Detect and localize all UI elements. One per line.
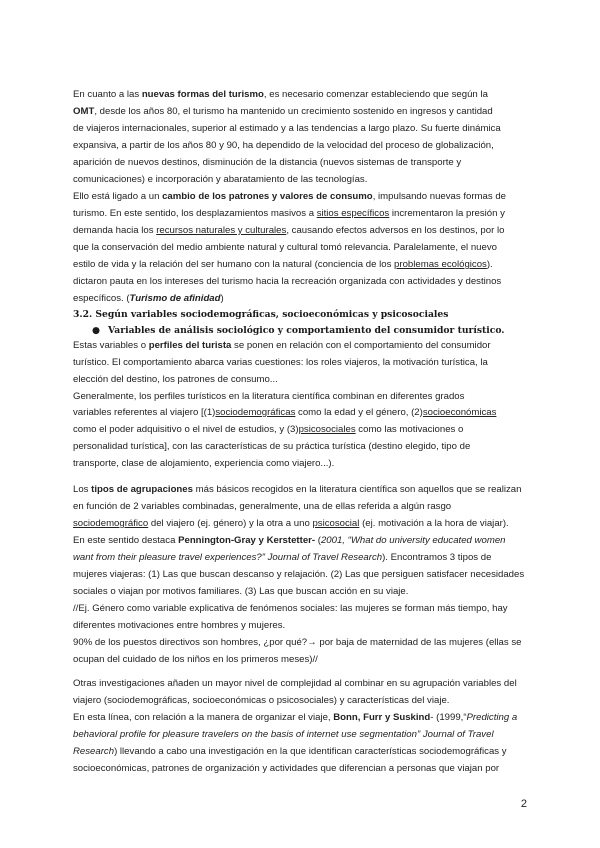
italic-citation: want from their pleasure travel experiences?” Journal of Travel Research bbox=[73, 552, 383, 563]
section-heading: 3.2. Según variables sociodemográficas, socioeconómicas y psicosociales bbox=[73, 309, 449, 320]
text-line: ocupan del cuidado de los niños en los primeros meses)// bbox=[73, 654, 318, 665]
underlined-term: sociodemográficas bbox=[215, 407, 296, 418]
text-run: ) bbox=[220, 293, 224, 304]
subheading: Variables de análisis sociológico y comportamiento del consumidor turístico. bbox=[108, 325, 505, 336]
text-line bbox=[73, 712, 548, 724]
text-line: //Ej. Género como variable explicativa de fenómenos sociales: las mujeres se forman más tiempo, hay bbox=[73, 603, 508, 614]
text-run: ). Encontramos 3 tipos de bbox=[382, 552, 492, 563]
text-run: ) llevando a cabo una investigación en la que identifican características sociodemográficas y bbox=[114, 746, 507, 757]
text-run: variables referentes al viajero [(1) bbox=[73, 407, 216, 418]
text-line bbox=[73, 518, 548, 530]
italic-citation: Research bbox=[73, 746, 115, 757]
text-line: expansiva, a partir de los años 80 y 90, ha dependido de la velocidad del proceso de globalización, bbox=[73, 140, 494, 151]
text-line bbox=[73, 407, 548, 419]
page-number: 2 bbox=[520, 798, 527, 810]
text-run: ( bbox=[315, 535, 321, 546]
text-run: , causando efectos adversos en los destinos, por lo bbox=[286, 225, 505, 236]
underlined-term: recursos naturales y culturales bbox=[156, 225, 287, 236]
text-run: específicos. ( bbox=[73, 293, 130, 304]
text-line: que la conservación del medio ambiente natural y cultural tomó relevancia. Paralelamente, el nuevo bbox=[73, 242, 497, 253]
text-line: Otras investigaciones añaden un mayor nivel de complejidad al combinar en su agrupación variables del bbox=[73, 678, 517, 689]
underlined-term: sitios específicos bbox=[316, 208, 390, 219]
text-run: como las motivaciones o bbox=[355, 424, 464, 435]
text-line: transporte, clase de alojamiento, experiencia como viajero...). bbox=[73, 458, 335, 469]
text-run: , es necesario comenzar estableciendo que según la bbox=[263, 89, 488, 100]
text-run: , desde los años 80, el turismo ha mantenido un crecimiento sostenido en ingresos y cantidad bbox=[94, 106, 493, 117]
text-line: 90% de los puestos directivos son hombres, ¿por qué?→ por baja de maternidad de las mujeres (ellas se bbox=[73, 637, 522, 648]
text-line bbox=[73, 225, 548, 237]
underlined-term: socioeconómicas bbox=[422, 407, 497, 418]
text-run: se ponen en relación con el comportamiento del consumidor bbox=[231, 340, 491, 351]
text-line: viajero (sociodemográficas, socioeconómicas o psicosociales) y características del viaje. bbox=[73, 695, 450, 706]
text-line bbox=[73, 191, 548, 203]
text-line bbox=[73, 552, 548, 564]
text-line bbox=[73, 484, 548, 496]
bold-term: Bonn, Furr y Suskind bbox=[333, 712, 431, 723]
bold-term: Pennington-Gray y Kerstetter- bbox=[178, 535, 316, 546]
bold-italic-term: Turismo de afinidad bbox=[129, 293, 221, 304]
underlined-term: sociodemográfico bbox=[73, 518, 149, 529]
text-run: incrementaron la presión y bbox=[389, 208, 505, 219]
text-run: ). bbox=[486, 259, 493, 270]
text-run: más básicos recogidos en la literatura científica son aquellos que se realizan bbox=[192, 484, 522, 495]
bold-term: tipos de agrupaciones bbox=[91, 484, 193, 495]
text-line bbox=[73, 535, 548, 547]
italic-citation: 2001, “What do university educated women bbox=[320, 535, 506, 546]
text-line: comunicaciones) e incorporación y abaratamiento de las tecnologías. bbox=[73, 174, 368, 185]
text-run: En cuanto a las bbox=[73, 89, 142, 100]
text-line bbox=[73, 424, 548, 436]
text-line: mujeres viajeras: (1) Las que buscan descanso y relajación. (2) Las que persiguen satisfacer necesidades bbox=[73, 569, 525, 580]
text-line bbox=[73, 729, 548, 741]
text-run: - (1999,“ bbox=[430, 712, 467, 723]
text-run: como la edad y el género, (2) bbox=[295, 407, 423, 418]
text-line bbox=[73, 89, 548, 101]
text-line bbox=[73, 208, 548, 220]
text-line: socioeconómicas, patrones de organización y actividades que diferencian a personas que viajan por bbox=[73, 763, 500, 774]
text-run: , impulsando nuevas formas de bbox=[372, 191, 507, 202]
text-run: (ej. motivación a la hora de viajar). bbox=[359, 518, 509, 529]
text-line: elección del destino, los patrones de consumo... bbox=[73, 374, 278, 385]
text-run: Ello está ligado a un bbox=[73, 191, 163, 202]
bold-term: nuevas formas del turismo bbox=[141, 89, 264, 100]
text-line: aparición de nuevos destinos, disminución de la distancia (nuevos sistemas de transporte y bbox=[73, 157, 462, 168]
text-line: en función de 2 variables combinadas, generalmente, una de ellas referida a algún rasgo bbox=[73, 501, 452, 512]
text-run: turismo. En este sentido, los desplazamientos masivos a bbox=[73, 208, 317, 219]
underlined-term: psicosociales bbox=[298, 424, 356, 435]
text-run: demanda hacia los bbox=[73, 225, 157, 236]
text-line: diferentes motivaciones entre hombres y mujeres. bbox=[73, 620, 286, 631]
text-line: dictaron pauta en los intereses del turismo hacia la recreación organizada con actividades y destinos bbox=[73, 276, 502, 287]
text-run: como el poder adquisitivo o el nivel de estudios, y (3) bbox=[73, 424, 299, 435]
bullet-icon: ● bbox=[92, 325, 101, 336]
italic-citation: Predicting a bbox=[466, 712, 518, 723]
text-run: En este sentido destaca bbox=[73, 535, 179, 546]
text-run: En esta línea, con relación a la manera de organizar el viaje, bbox=[73, 712, 334, 723]
bold-term: cambio de los patrones y valores de consumo bbox=[162, 191, 373, 202]
text-line bbox=[73, 259, 548, 271]
bold-term: OMT bbox=[73, 106, 95, 117]
bold-term: perfiles del turista bbox=[148, 340, 232, 351]
text-run: estilo de vida y la relación del ser humano con la natural (conciencia de los bbox=[73, 259, 395, 270]
text-run: Los bbox=[73, 484, 92, 495]
text-line: sociales o viajan por motivos familiares. (3) Las que buscan acción en su viaje. bbox=[73, 586, 409, 597]
text-line bbox=[73, 106, 548, 118]
underlined-term: problemas ecológicos bbox=[394, 259, 487, 270]
text-line bbox=[73, 293, 548, 305]
text-line bbox=[73, 746, 548, 758]
italic-citation: behavioral profile for pleasure travelers on the basis of internet use segmentation” Journal of Travel bbox=[73, 729, 494, 740]
text-line bbox=[73, 340, 548, 352]
underlined-term: psicosocial bbox=[312, 518, 360, 529]
text-line: turístico. El comportamiento abarca varias cuestiones: los roles viajeros, la motivación turística, la bbox=[73, 357, 488, 368]
text-run: del viajero (ej. género) y la otra a uno bbox=[148, 518, 313, 529]
text-line: Generalmente, los perfiles turísticos en la literatura científica combinan en diferentes grados bbox=[73, 391, 465, 402]
text-line: personalidad turística], con las características de su práctica turística (destino elegido, tipo de bbox=[73, 441, 471, 452]
text-line: de viajeros internacionales, superior al estimado y a las tendencias a largo plazo. Su fuerte dinámica bbox=[73, 123, 501, 134]
bullet-item bbox=[92, 325, 548, 337]
text-run: Estas variables o bbox=[73, 340, 149, 351]
